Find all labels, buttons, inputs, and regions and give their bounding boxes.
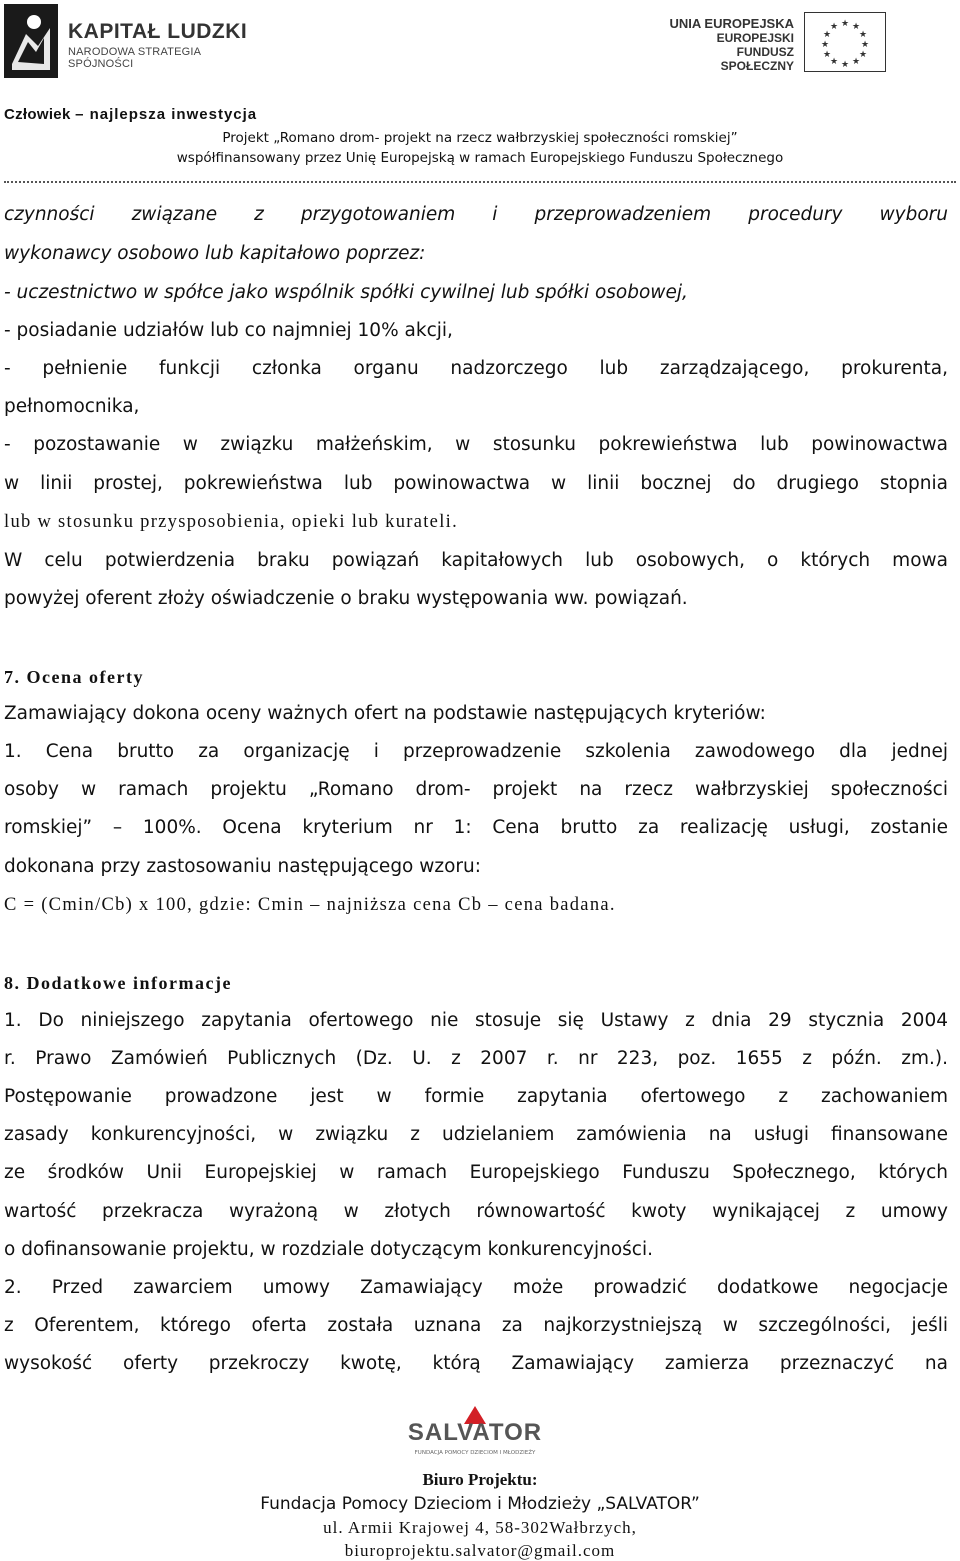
header-divider xyxy=(4,181,956,183)
eu-line1: UNIA EUROPEJSKA xyxy=(669,16,794,31)
section-heading-8: 8. Dodatkowe informacje xyxy=(4,973,232,993)
svg-text:★: ★ xyxy=(822,30,832,40)
text-line: czynności związane z przygotowaniem i przeprowadzeniem procedury wyboru xyxy=(4,204,948,225)
motto xyxy=(4,106,257,123)
svg-text:★: ★ xyxy=(820,40,830,50)
text-line: powyżej oferent złoży oświadczenie o braku występowania ww. powiązań. xyxy=(4,588,688,609)
foundation-name: Fundacja Pomocy Dzieciom i Młodzieży „SALVATOR” xyxy=(260,1494,700,1514)
svg-text:★: ★ xyxy=(858,50,868,60)
kl-title: KAPITAŁ LUDZKI xyxy=(68,20,248,43)
kl-subtitle: NARODOWA STRATEGIA SPÓJNOŚCI xyxy=(68,46,201,70)
text-line: wysokość oferty przekroczy kwotę, którą Zamawiający zamierza przeznaczyć na xyxy=(4,1353,948,1374)
kapital-ludzki-logo xyxy=(4,4,254,78)
office-label: Biuro Projektu: xyxy=(422,1470,538,1489)
text-line: wykonawcy osobowo lub kapitałowo poprzez: xyxy=(4,243,426,264)
address: ul. Armii Krajowej 4, 58-302Wałbrzych, xyxy=(323,1518,637,1537)
eu-flag-icon xyxy=(804,12,886,72)
svg-text:★: ★ xyxy=(840,19,850,29)
svg-text:★: ★ xyxy=(840,60,850,70)
text-line: lub w stosunku przysposobienia, opieki lub kurateli. xyxy=(4,512,458,532)
text-line: Postępowanie prowadzone jest w formie zapytania ofertowego z zachowaniem xyxy=(4,1086,948,1107)
salvator-subtitle: FUNDACJA POMOCY DZIECIOM I MŁODZIEŻY xyxy=(414,1450,536,1456)
text-line: r. Prawo Zamówień Publicznych (Dz. U. z 2007 r. nr 223, poz. 1655 z późn. zm.). xyxy=(4,1048,948,1069)
text-line: w linii prostej, pokrewieństwa lub powinowactwa w linii bocznej do drugiego stopnia xyxy=(4,473,948,494)
eu-line2: EUROPEJSKI xyxy=(716,31,794,45)
text-line: ze środków Unii Europejskiej w ramach Europejskiego Funduszu Społecznego, których xyxy=(4,1162,948,1183)
text-line: osoby w ramach projektu „Romano drom- projekt na rzecz wałbrzyskiej społeczności xyxy=(4,779,948,800)
text-line: 2. Przed zawarciem umowy Zamawiający może prowadzić dodatkowe negocjacje xyxy=(4,1277,948,1298)
text-line: 1. Do niniejszego zapytania ofertowego nie stosuje się Ustawy z dnia 29 stycznia 2004 xyxy=(4,1010,948,1031)
svg-text:★: ★ xyxy=(860,40,870,50)
cofinance-line: współfinansowany przez Unię Europejską w ramach Europejskiego Funduszu Społecznego xyxy=(176,150,784,166)
text-line: - uczestnictwo w spółce jako wspólnik spółki cywilnej lub spółki osobowej, xyxy=(4,282,688,303)
text-line: o dofinansowanie projektu, w rozdziale dotyczącym konkurencyjności. xyxy=(4,1239,653,1260)
eu-line3: FUNDUSZ SPOŁECZNY xyxy=(720,45,794,73)
svg-text:★: ★ xyxy=(851,22,861,32)
text-line: zasady konkurencyjności, w związku z udzielaniem zamówienia na usługi finansowane xyxy=(4,1124,948,1145)
motto-b: – najlepsza inwestycja xyxy=(75,106,258,123)
text-line: - pełnienie funkcji członka organu nadzorczego lub zarządzającego, prokurenta, xyxy=(4,358,948,379)
text-line: pełnomocnika, xyxy=(4,396,140,417)
text-line: z Oferentem, którego oferta została uznana za najkorzystniejszą w szczególności, jeśli xyxy=(4,1315,948,1336)
svg-text:★: ★ xyxy=(829,22,839,32)
svg-text:★: ★ xyxy=(822,50,832,60)
svg-text:★: ★ xyxy=(829,57,839,67)
text-line: 1. Cena brutto za organizację i przeprowadzenie szkolenia zawodowego dla jednej xyxy=(4,741,948,762)
text-line: wartość przekracza wyrażoną w złotych równowartość kwoty wynikającej z umowy xyxy=(4,1201,948,1222)
kapital-ludzki-mark-icon xyxy=(4,4,58,78)
project-line: Projekt „Romano drom- projekt na rzecz wałbrzyskiej społeczności romskiej” xyxy=(222,130,738,146)
svg-text:★: ★ xyxy=(851,57,861,67)
salvator-logo-icon xyxy=(390,1404,560,1460)
svg-text:★: ★ xyxy=(858,30,868,40)
text-line: - pozostawanie w związku małżeńskim, w stosunku pokrewieństwa lub powinowactwa xyxy=(4,434,948,455)
motto-a: Człowiek xyxy=(4,106,71,123)
text-line: W celu potwierdzenia braku powiązań kapitałowych lub osobowych, o których mowa xyxy=(4,550,948,571)
text-line: romskiej” – 100%. Ocena kryterium nr 1: Cena brutto za realizację usługi, zostanie xyxy=(4,817,948,838)
email: biuroprojektu.salvator@gmail.com xyxy=(344,1541,616,1560)
salvator-wordmark: SALVATOR xyxy=(407,1419,543,1446)
text-line: - posiadanie udziałów lub co najmniej 10% akcji, xyxy=(4,320,453,341)
text-line: Zamawiający dokona oceny ważnych ofert na podstawie następujących kryteriów: xyxy=(4,703,766,724)
formula-line: C = (Cmin/Cb) x 100, gdzie: Cmin – najniższa cena Cb – cena badana. xyxy=(4,895,616,915)
section-heading-7: 7. Ocena oferty xyxy=(4,667,144,687)
eu-logo xyxy=(666,12,916,76)
text-line: dokonana przy zastosowaniu następującego wzoru: xyxy=(4,856,481,877)
